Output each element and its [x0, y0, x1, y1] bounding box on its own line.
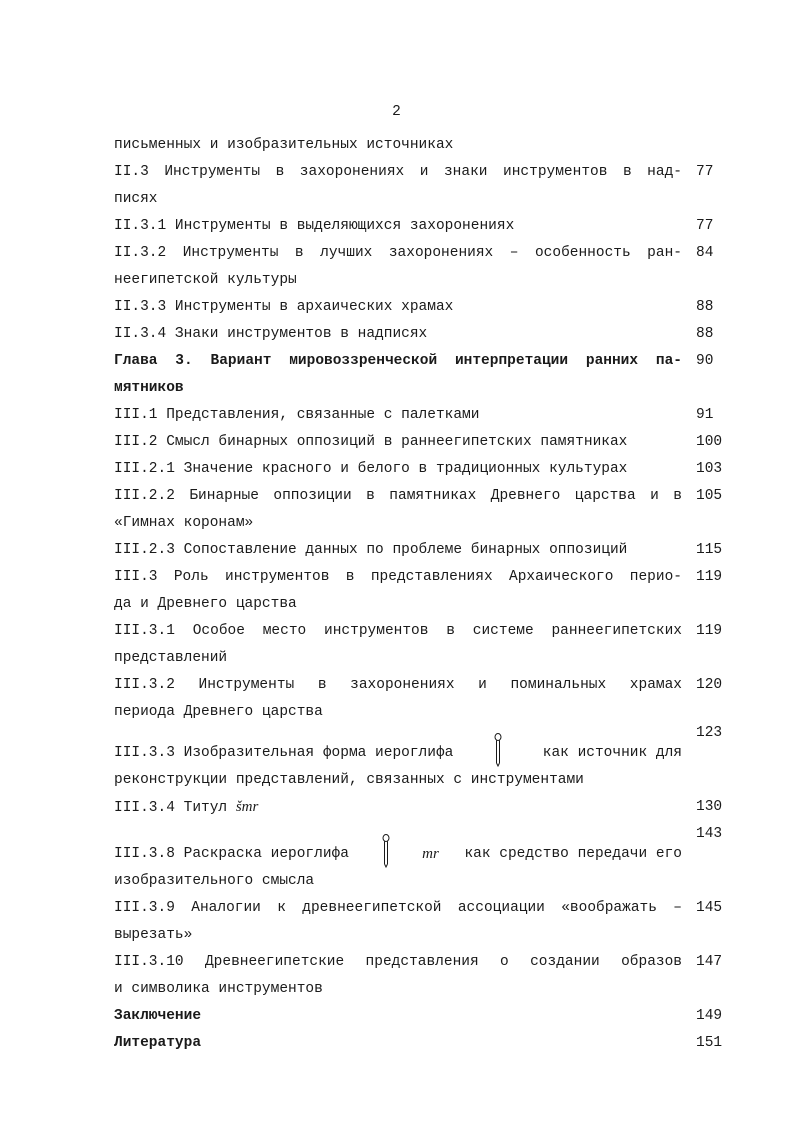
- toc-page-ref: 149: [696, 1008, 723, 1024]
- toc-entry-text: III.3.2 Инструменты в захоронениях и поминальных храмах: [114, 677, 682, 693]
- toc-page-ref: 123: [696, 725, 723, 741]
- toc-page-ref: 88: [696, 299, 714, 315]
- toc-page-ref: 147: [696, 954, 723, 970]
- chisel-hieroglyph-icon: [381, 834, 391, 868]
- toc-entry: [114, 429, 726, 456]
- toc-entry-text: как источник для: [542, 745, 682, 761]
- toc-entry-text: III.2.1 Значение красного и белого в традиционных культурах: [114, 461, 628, 477]
- toc-entry: [114, 456, 726, 483]
- toc-entry-text: III.3.4 Титул: [114, 800, 228, 816]
- toc-entry: [114, 321, 726, 348]
- toc-entry: [114, 618, 726, 672]
- toc-entry-text: реконструкции представлений, связанных с инструментами: [114, 772, 584, 788]
- toc-entry-text: II.3.1 Инструменты в выделяющихся захоронениях: [114, 218, 515, 234]
- toc-entry-text: II.3.4 Знаки инструментов в надписях: [114, 326, 428, 342]
- table-of-contents: [114, 132, 726, 1057]
- toc-page-ref: 143: [696, 826, 723, 842]
- toc-page-ref: 84: [696, 245, 714, 261]
- toc-entry-text: III.2.2 Бинарные оппозиции в памятниках Древнего царства и в: [114, 488, 682, 504]
- toc-entry: [114, 294, 726, 321]
- toc-entry: [114, 132, 726, 159]
- transliteration-term: šmr: [235, 799, 259, 815]
- toc-entry-text: «Гимнах коронам»: [114, 515, 254, 531]
- toc-entry-iii-3-4: [114, 794, 726, 821]
- toc-entry-text: III.3 Роль инструментов в представлениях Архаического перио-: [114, 569, 682, 585]
- toc-page-ref: 151: [696, 1035, 723, 1051]
- toc-entry-iii-3-8: [114, 826, 726, 895]
- toc-entry-text: III.2 Смысл бинарных оппозиций в раннеегипетских памятниках: [114, 434, 628, 450]
- toc-entry-text: да и Древнего царства: [114, 596, 297, 612]
- toc-entry-text: III.3.1 Особое место инструментов в системе раннеегипетских: [114, 623, 682, 639]
- toc-entry-text: II.3.3 Инструменты в архаических храмах: [114, 299, 454, 315]
- toc-entry-text: Заключение: [114, 1008, 202, 1024]
- toc-entry: [114, 402, 726, 429]
- toc-entry-text: вырезать»: [114, 927, 193, 943]
- toc-entry: [114, 672, 726, 726]
- toc-entry-text: как средство передачи его: [464, 846, 682, 862]
- toc-entry-text: III.3.10 Древнеегипетские представления о создании образов: [114, 954, 682, 970]
- toc-entry-text: мятников: [114, 380, 184, 396]
- toc-page-ref: 91: [696, 407, 714, 423]
- toc-page-ref: 77: [696, 164, 714, 180]
- toc-page-ref: 88: [696, 326, 714, 342]
- toc-entry: [114, 159, 726, 213]
- toc-entry-text: и символика инструментов: [114, 981, 323, 997]
- toc-page-ref: 145: [696, 900, 723, 916]
- toc-entry-text: Глава 3. Вариант мировоззренческой интерпретации ранних па-: [114, 353, 682, 369]
- toc-page-ref: 115: [696, 542, 723, 558]
- toc-entry: [114, 1003, 726, 1030]
- toc-page-ref: 103: [696, 461, 723, 477]
- toc-entry-text: неегипетской культуры: [114, 272, 297, 288]
- toc-entry: [114, 949, 726, 1003]
- toc-page-ref: 90: [696, 353, 714, 369]
- toc-entry-iii-3-3: [114, 725, 726, 794]
- toc-entry-text: Литература: [114, 1035, 202, 1051]
- toc-entry-text: II.3 Инструменты в захоронениях и знаки инструментов в над-: [114, 164, 682, 180]
- page-number: 2: [392, 104, 401, 120]
- toc-entry-text: периода Древнего царства: [114, 704, 323, 720]
- toc-page-ref: 119: [696, 569, 723, 585]
- toc-entry: [114, 895, 726, 949]
- toc-entry: [114, 537, 726, 564]
- toc-entry-text: III.3.9 Аналогии к древнеегипетской ассоциации «воображать –: [114, 900, 682, 916]
- toc-entry-text: III.1 Представления, связанные с палетками: [114, 407, 480, 423]
- toc-entry-text: представлений: [114, 650, 228, 666]
- transliteration-term: mr: [422, 846, 439, 862]
- toc-entry-text: изобразительного смысла: [114, 873, 315, 889]
- toc-entry: [114, 240, 726, 294]
- toc-entry-text: письменных и изобразительных источниках: [114, 137, 454, 153]
- toc-page-ref: 100: [696, 434, 723, 450]
- toc-page-ref: 77: [696, 218, 714, 234]
- toc-page-ref: 130: [696, 799, 723, 815]
- toc-entry-text: III.3.3 Изобразительная форма иероглифа: [114, 745, 454, 761]
- toc-page-ref: 120: [696, 677, 723, 693]
- toc-page-ref: 105: [696, 488, 723, 504]
- toc-entry: [114, 564, 726, 618]
- toc-entry-text: III.3.8 Раскраска иероглифа: [114, 846, 349, 862]
- toc-entry: [114, 213, 726, 240]
- toc-entry: [114, 1030, 726, 1057]
- toc-entry: [114, 348, 726, 402]
- toc-entry-text: II.3.2 Инструменты в лучших захоронениях – особенность ран-: [114, 245, 682, 261]
- chisel-hieroglyph-icon: [493, 733, 503, 767]
- toc-page-ref: 119: [696, 623, 723, 639]
- toc-entry: [114, 483, 726, 537]
- toc-entry-text: III.2.3 Сопоставление данных по проблеме бинарных оппозиций: [114, 542, 628, 558]
- toc-entry-text: писях: [114, 191, 158, 207]
